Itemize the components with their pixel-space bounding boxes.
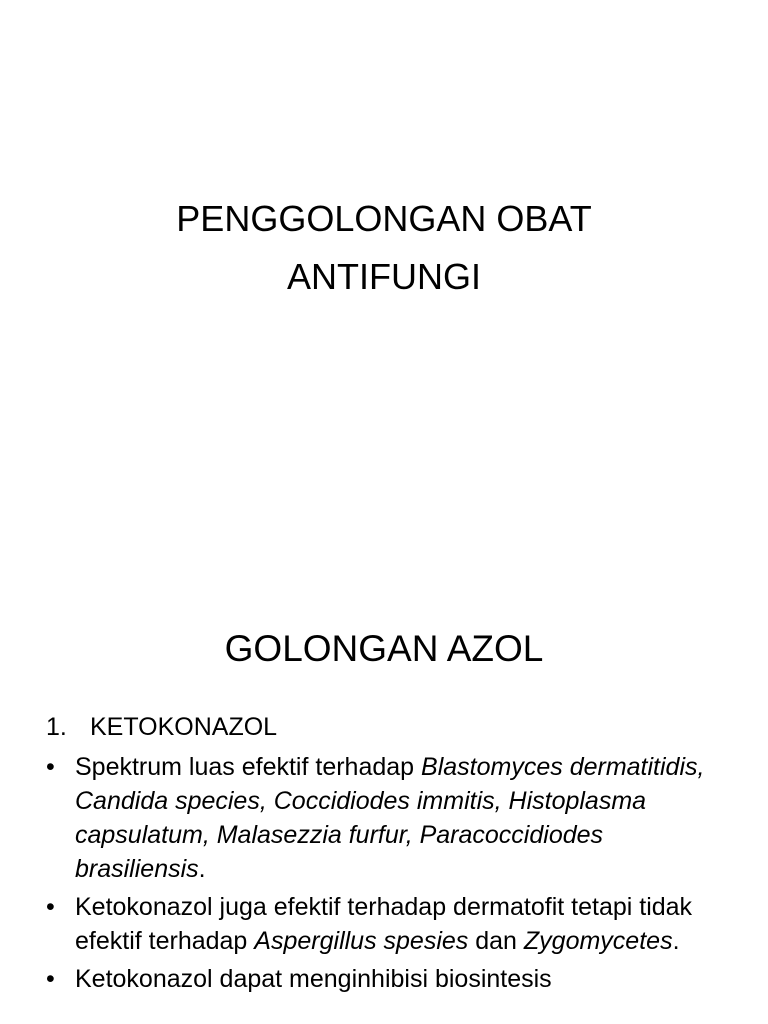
bullet-item: [46, 890, 728, 958]
bullet-icon: •: [46, 893, 55, 921]
bullet-text-part: Ketokonazol juga efektif terhadap dermatofit tetapi tidak efektif terhadap: [75, 893, 693, 955]
numbered-item-label: KETOKONAZOL: [90, 713, 278, 741]
title-line-1: PENGGOLONGAN OBAT: [176, 198, 592, 239]
slide-2-title: GOLONGAN AZOL: [224, 628, 544, 669]
bullet-icon: •: [46, 965, 55, 993]
species-list: Blastomyces dermatitidis, Candida species, Coccidiodes immitis, Histoplasma capsulatum, Malasezzia furfur, Paracoccidiodes brasiliensis: [75, 753, 705, 883]
bullet-item: [46, 962, 728, 996]
bullet-item: [46, 750, 728, 886]
bullet-text-part: .: [198, 855, 206, 883]
number-marker: 1.: [46, 713, 67, 741]
slide-1-title: [60, 190, 708, 306]
numbered-item: [46, 710, 728, 744]
species-name: Zygomycetes: [523, 927, 673, 955]
bullet-icon: •: [46, 753, 55, 781]
bullet-text: [75, 750, 728, 886]
slide-2-content: [46, 710, 728, 1000]
bullet-text-part: Ketokonazol dapat menginhibisi biosintesis: [75, 965, 552, 993]
bullet-text-part: .: [672, 927, 680, 955]
bullet-text-part: Spektrum luas efektif terhadap: [75, 753, 422, 781]
title-line-2: ANTIFUNGI: [287, 256, 481, 297]
species-name: Aspergillus spesies: [254, 927, 469, 955]
bullet-text-part: dan: [468, 927, 524, 955]
bullet-text: [75, 890, 728, 958]
bullet-text: [75, 962, 728, 996]
